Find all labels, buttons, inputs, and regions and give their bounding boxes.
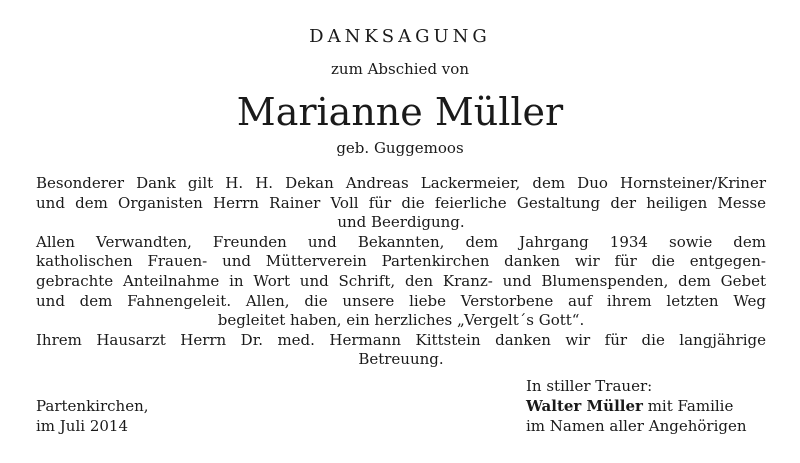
body-line: und dem Fahnengeleit. Allen, die unsere liebe Verstorbene auf ihrem letzten Weg: [36, 291, 766, 310]
birth-name: geb. Guggemoos: [336, 139, 464, 157]
notice-body: [36, 174, 766, 370]
body-line: und Beerdigung.: [337, 213, 465, 232]
mourners-block: [526, 376, 747, 436]
body-line: Allen Verwandten, Freunden und Bekannten, dem Jahrgang 1934 sowie dem: [36, 232, 766, 251]
mourner-name: Walter Müller: [526, 397, 643, 415]
body-line: gebrachte Anteilnahme in Wort und Schrift, den Kranz- und Blumenspenden, dem Gebet: [36, 271, 766, 290]
mourning-label: In stiller Trauer:: [526, 377, 653, 395]
body-line: Ihrem Hausarzt Herrn Dr. med. Hermann Kittstein danken wir für die langjährige: [36, 330, 766, 349]
body-line: begleitet haben, ein herzliches „Vergelt´s Gott“.: [217, 311, 585, 330]
body-line: Besonderer Dank gilt H. H. Dekan Andreas Lackermeier, dem Duo Hornsteiner/Kriner: [36, 174, 766, 192]
mourner-note: im Namen aller Angehörigen: [526, 417, 747, 435]
body-line: und dem Organisten Herrn Rainer Voll für die feierliche Gestaltung der heiligen Messe: [36, 193, 766, 212]
mourner-line: [526, 396, 747, 416]
place-and-date: [36, 396, 149, 436]
body-line: katholischen Frauen- und Mütterverein Partenkirchen danken wir für die entgegen-: [36, 252, 766, 271]
date: im Juli 2014: [36, 417, 128, 435]
place: Partenkirchen,: [36, 397, 149, 415]
notice-heading: DANKSAGUNG: [309, 26, 491, 47]
mourner-suffix: mit Familie: [642, 397, 734, 415]
notice-subheading: zum Abschied von: [331, 60, 469, 78]
body-line: Betreuung.: [358, 350, 444, 369]
deceased-name: Marianne Müller: [236, 90, 564, 134]
